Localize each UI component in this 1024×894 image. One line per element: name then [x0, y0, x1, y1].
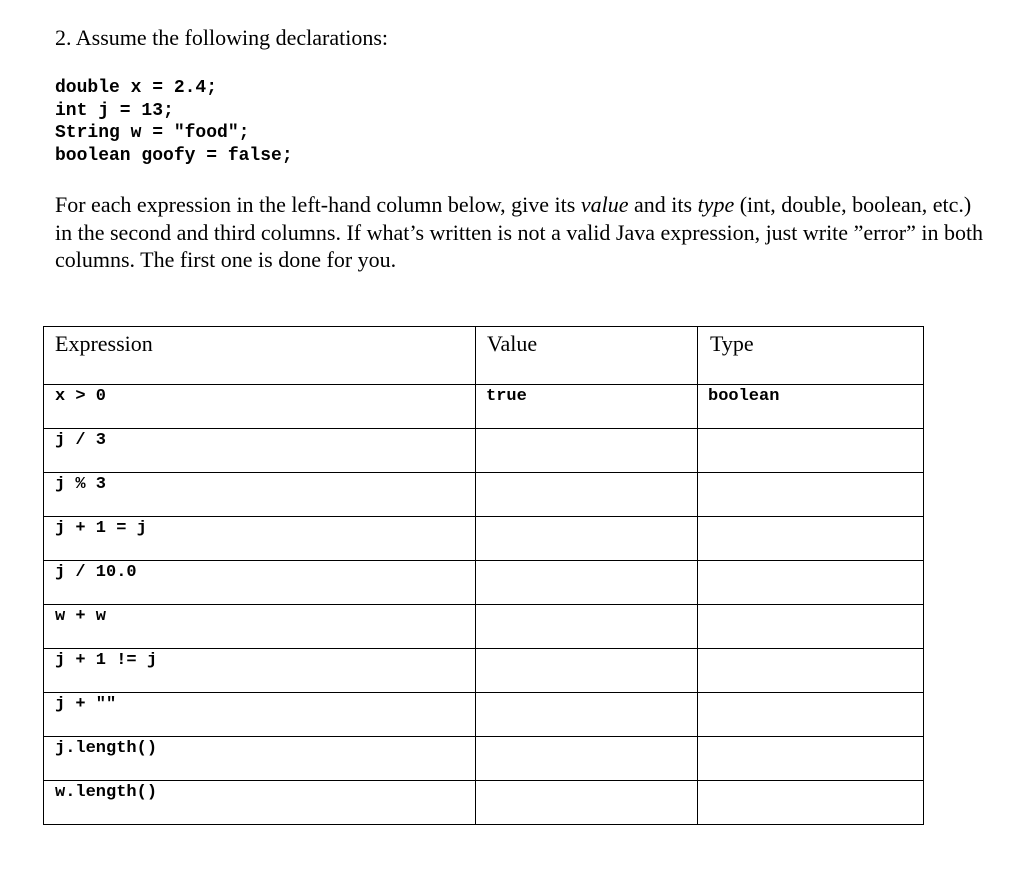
- type-cell: [698, 737, 924, 781]
- expression-cell: w + w: [44, 605, 476, 649]
- declaration-boolean-goofy: boolean goofy = false;: [55, 145, 293, 166]
- instructions-text-1: For each expression in the left-hand column below, give its: [55, 192, 581, 217]
- instructions-emphasis-value: value: [580, 192, 629, 217]
- value-cell: [476, 649, 698, 693]
- value-cell: [476, 561, 698, 605]
- value-cell: [476, 605, 698, 649]
- expression-cell: j + 1 = j: [44, 517, 476, 561]
- expression-cell: j + "": [44, 693, 476, 737]
- table-row: [44, 517, 924, 561]
- declaration-string-w: String w = "food";: [55, 123, 250, 143]
- instructions-paragraph: [55, 191, 985, 274]
- type-cell: [698, 429, 924, 473]
- type-cell: [698, 605, 924, 649]
- type-cell: [698, 781, 924, 825]
- table-row: [44, 737, 924, 781]
- type-cell: [698, 561, 924, 605]
- table-row: [44, 561, 924, 605]
- type-cell: [698, 473, 924, 517]
- type-cell: [698, 649, 924, 693]
- question-title: 2. Assume the following declarations:: [55, 25, 388, 50]
- type-cell: [698, 693, 924, 737]
- expression-cell: j / 10.0: [44, 561, 476, 605]
- value-cell: [476, 517, 698, 561]
- table-row: [44, 429, 924, 473]
- header-value: Value: [476, 327, 698, 385]
- table-row: [44, 605, 924, 649]
- value-cell: [476, 781, 698, 825]
- value-cell: [476, 737, 698, 781]
- expression-cell: w.length(): [44, 781, 476, 825]
- type-cell: boolean: [698, 385, 924, 429]
- table-row: [44, 473, 924, 517]
- instructions-text-2: and its: [628, 192, 698, 217]
- instructions-emphasis-type: type: [697, 192, 735, 217]
- table-row: [44, 385, 924, 429]
- declaration-int-j: int j = 13;: [55, 100, 174, 121]
- value-cell: true: [476, 385, 698, 429]
- value-cell: [476, 693, 698, 737]
- expression-cell: j / 3: [44, 429, 476, 473]
- table-header-row: [44, 327, 924, 385]
- declaration-double-x: double x = 2.4;: [55, 78, 218, 98]
- table-row: [44, 649, 924, 693]
- expression-cell: j.length(): [44, 737, 476, 781]
- type-cell: [698, 517, 924, 561]
- expression-cell: j % 3: [44, 473, 476, 517]
- table-row: [44, 781, 924, 825]
- expression-table: [43, 326, 924, 825]
- expression-cell: x > 0: [44, 385, 476, 429]
- table-row: [44, 693, 924, 737]
- value-cell: [476, 473, 698, 517]
- header-type: Type: [698, 327, 924, 385]
- expression-cell: j + 1 != j: [44, 649, 476, 693]
- header-expression: Expression: [44, 327, 476, 385]
- declarations-block: [55, 77, 293, 167]
- instructions-text-3: (int, double, boolean, etc.) in the second and third columns. If what’s written is not a valid Java expression, just write ”error” in both columns. The first one is done for you.: [55, 192, 984, 272]
- value-cell: [476, 429, 698, 473]
